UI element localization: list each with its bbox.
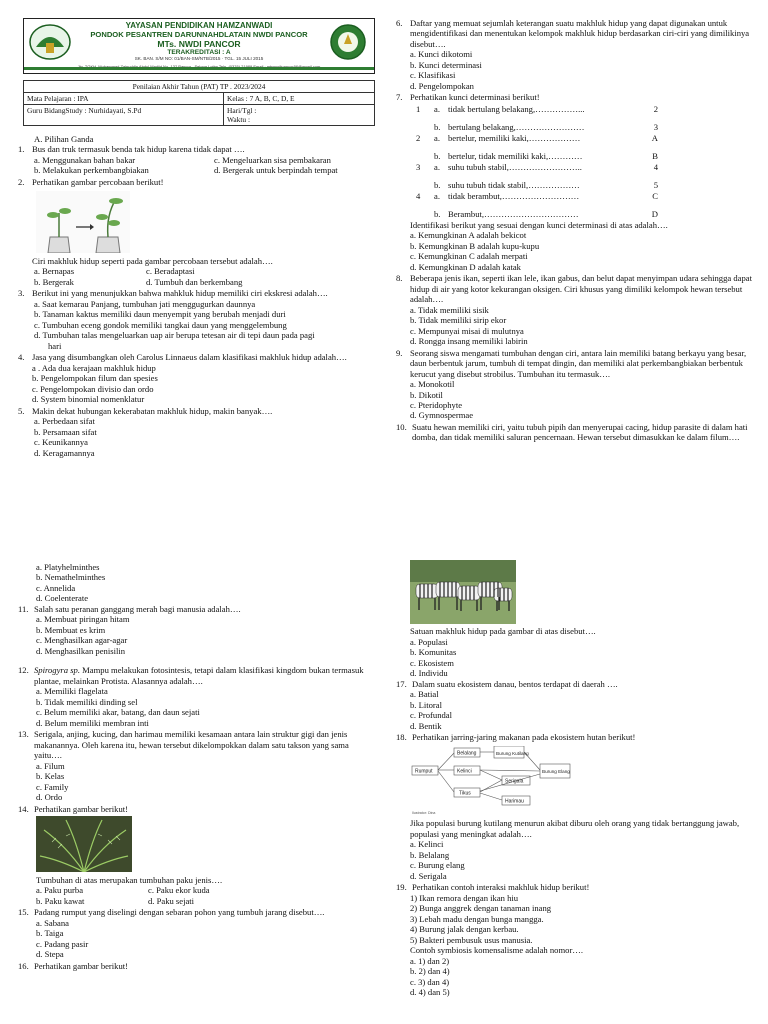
question-caption: Contoh symbiosis komensalisme adalah nomor…. bbox=[410, 945, 584, 956]
option: a. 1) dan 2) bbox=[410, 955, 450, 966]
question-caption: Satuan makhluk hidup pada gambar di atas disebut…. bbox=[410, 626, 596, 637]
interaction-item: 2) Bunga anggrek dengan tanaman inang bbox=[410, 903, 552, 914]
option: c. 3) dan 4) bbox=[410, 976, 450, 987]
question-9: 9. Seorang siswa mengamati tumbuhan dengan ciri, antara lain memiliki batang berkayu yang besar, daun berbentuk jarum, tumbuh di tempat dingin, dan memiliki alat perkembangbiakan berbentuk kerucut yang disebut strobilus. Tumbuhan itu termasuk…. a. Monokotil b. Dikotil c. Pteridophyte d. Gymnospermae bbox=[396, 348, 754, 421]
food-web-diagram bbox=[410, 746, 580, 816]
question-4: 4. Jasa yang disumbangkan oleh Carolus Linnaeus dalam klasifikasi makhluk hidup adalah…. a . Ada dua kerajaan makhluk hidup b. Pengelompokan filum dan spesies c. Pengelompokan divisio dan ordo d. System binomial nomenklatur bbox=[18, 352, 378, 404]
option: b. 2) dan 4) bbox=[410, 966, 450, 977]
day-date-label: Hari/Tgl : bbox=[227, 106, 257, 116]
question-5: 5. Makin dekat hubungan kekerabatan makhluk hidup, makin banyak…. a. Perbedaan sifat b. Persamaan sifat c. Keunikannya d. Keragamannya bbox=[18, 406, 378, 458]
interaction-item: 4) Burung jalak dengan kerbau. bbox=[410, 924, 519, 935]
q10-option: a. Platyhelminthes bbox=[36, 562, 100, 572]
option: b. Dikotil bbox=[410, 389, 443, 400]
option: a. Membuat piringan hitam bbox=[36, 614, 130, 625]
web-label-harimau: Harimau bbox=[505, 798, 524, 805]
web-label-serigala: Serigala bbox=[505, 778, 524, 785]
option: c. Klasifikasi bbox=[410, 70, 456, 81]
question-10: 10. Suatu hewan memiliki ciri, yaitu tubuh pipih dan menyerupai cacing, hidup parasite di dalam hati domba, dan tidak memiliki saluran pencernaan. Hewan tersebut dimasukkan ke dalam filum…. bbox=[396, 421, 748, 443]
q16-option: d. Individu bbox=[410, 668, 448, 679]
option: c. Burung elang bbox=[410, 860, 465, 871]
exam-title: Penilaian Akhir Tahun (PAT) TP . 2023/2024 bbox=[24, 81, 375, 93]
web-label-tikus: Tikus bbox=[459, 790, 471, 797]
key-row: 4 a. tidak berambut,……………………… C bbox=[416, 190, 658, 201]
option: a. Kelinci bbox=[410, 839, 444, 850]
option: a. Memiliki flagelata bbox=[36, 686, 108, 697]
question-13: 13. Serigala, anjing, kucing, dan harimau memiliki kesamaan antara lain struktur gigi dan jenis makanannya. Oleh karena itu, hewan tersebut dikelompokkan dalam satu takson yang sama yaitu…. a. Filum b. Kelas c. Family d. Ordo bbox=[18, 729, 378, 802]
q10-option: b. Nemathelminthes bbox=[36, 572, 106, 583]
option: b. Pengelompokan filum dan spesies bbox=[32, 373, 158, 384]
question-caption: Tumbuhan di atas merupakan tumbuhan paku jenis…. bbox=[36, 874, 223, 885]
left-column-top bbox=[18, 134, 378, 459]
option: b. Kelas bbox=[36, 771, 65, 782]
option: c. Mengeluarkan sisa pembakaran bbox=[214, 154, 331, 165]
day-time-cell bbox=[224, 105, 375, 126]
question-19: 19. Perhatikan contoh interaksi makhluk hidup berikut! 1) Ikan remora dengan ikan hiu 2) Bunga anggrek dengan tanaman inang 3) Lebah madu dengan bunga mangga. 4) Burung jalak dengan kerbau. 5) Bakteri pembusuk usus manusia. Contoh symbiosis komensalisme adalah nomor…. a. 1) dan 2) b. 2) dan 4) c. 3) dan 4) d. 4) dan 5) bbox=[396, 882, 754, 997]
question-8: 8. Beberapa jenis ikan, seperti ikan lele, ikan gabus, dan belut dapat menyimpan udara sehingga dapat hidup di air yang kotor kekurangan oksigen. Ciri khusus yang dimiliki kelompok hewan tersebut adalah…. a. Tidak memiliki sisik b. Tidak memiliki sirip ekor c. Mempunyai misai di mulutnya d. Rongga insang memiliki labirin bbox=[396, 273, 754, 346]
question-16: 16. Perhatikan gambar berikut! bbox=[18, 960, 129, 971]
option: d. Tumbuhan talas mengeluarkan uap air berupa tetesan air di tepi daun pada pagi bbox=[34, 330, 315, 341]
key-row: b. Berambut,…………………………… D bbox=[434, 209, 658, 220]
option: c. Padang pasir bbox=[36, 938, 89, 949]
option: a. Perbedaan sifat bbox=[34, 416, 95, 427]
question-2: 2. Perhatikan gambar percobaan berikut! Ciri makhluk hidup seperti pada gambar percobaan tersebut adalah…. a. Bernapas c. Beradaptasi b. Bergerak d. Tumbuh dan berkembang bbox=[18, 177, 378, 287]
header-line2: PONDOK PESANTREN DARUNNAHDLATAIN NWDI PANCOR bbox=[90, 30, 308, 39]
option: a. Kunci dikotomi bbox=[410, 49, 473, 60]
option: c. Pengelompokan divisio dan ordo bbox=[32, 383, 154, 394]
web-credit: Ilustrator: Dina bbox=[412, 810, 436, 815]
option: b. Tanaman kaktus memiliki daun menyempit yang berubah menjadi duri bbox=[34, 309, 286, 320]
option: a. Paku purba bbox=[36, 885, 84, 896]
option: d. Bentik bbox=[410, 720, 442, 731]
option: b. Taiga bbox=[36, 928, 64, 939]
key-row: 1 a. tidak bertulang belakang,……………... 2 bbox=[416, 103, 658, 114]
interaction-item: 3) Lebah madu dengan bunga mangga. bbox=[410, 913, 544, 924]
question-3: 3. Berikut ini yang menunjukkan bahwa mahkluk hidup memiliki ciri ekskresi adalah…. a. Saat kemarau Panjang, tumbuhan jati menggugurkan daunnya b. Tanaman kaktus memiliki daun menyempit yang berubah menjadi duri c. Tumbuhan eceng gondok memiliki tangkai daun yang menggelembung d. Tumbuhan talas mengeluarkan uap air berupa tetesan air di tepi daun pada pagi hari bbox=[18, 288, 378, 351]
option: d. Serigala bbox=[410, 870, 447, 881]
option: b. Persamaan sifat bbox=[34, 426, 97, 437]
question-caption: Identifikasi berikut yang sesuai dengan kunci determinasi di atas adalah…. bbox=[410, 219, 668, 230]
option: b. Kemungkinan B adalah kupu-kupu bbox=[410, 240, 540, 251]
option: b. Bergerak bbox=[34, 276, 74, 287]
right-column-bottom bbox=[396, 560, 754, 999]
question-7: 7. Perhatikan kunci determinasi berikut! 1 a. tidak bertulang belakang,……………... 2 b. bertulang belakang,…………………… 3 2 a. bertelur, memiliki kaki,……………… A b. bertelur, tidak memiliki kaki,………… B 3 a. suhu tubuh stabil,…………………….. 4 b. suhu tubuh tidak stabil,……………… 5 4 a. tidak berambut,……………………… C b. Berambut,…………………………… D Identifikasi berikut yang sesuai dengan kunci determinasi di atas adalah…. a. Kemungkinan A adalah bekicot b. Kemungkinan B adalah kupu-kupu c. Kemungkinan C adalah merpati d. Kemungkinan D adalah katak bbox=[396, 92, 754, 272]
interaction-item: 5) Bakteri pembusuk usus manusia. bbox=[410, 934, 533, 945]
option: a. Batial bbox=[410, 689, 439, 700]
foundation-logo-icon bbox=[28, 23, 72, 61]
option: b. Belalang bbox=[410, 849, 450, 860]
header-line3: MTs. NWDI PANCOR bbox=[157, 39, 241, 49]
q10-option: c. Annelida bbox=[36, 582, 76, 593]
zebra-herd-image bbox=[410, 560, 516, 624]
option: b. Tidak memiliki sirip ekor bbox=[410, 315, 507, 326]
option: a. Kemungkinan A adalah bekicot bbox=[410, 230, 527, 241]
option: d. Belum memiliki membran inti bbox=[36, 717, 149, 728]
question-caption: Jika populasi burung kutilang menurun akibat diburu oleh orang yang tidak bertanggung jawab, populasi yang meningkat adalah…. bbox=[410, 818, 740, 839]
header-divider bbox=[24, 67, 374, 70]
option: d. Keragamannya bbox=[34, 447, 95, 458]
option: b. Membuat es krim bbox=[36, 624, 106, 635]
q10-option: d. Coelenterate bbox=[36, 593, 89, 604]
option: b. Tidak memiliki dinding sel bbox=[36, 696, 138, 707]
question-18: 18. Perhatikan jarring-jaring makanan pada ekosistem hutan berikut! Rumput Belalang Kelinci Tikus Burung Kutilang Burung Elang Serigala Harimau Ilustrator: Dina Jika populasi burung kutilang menurun akibat diburu oleh orang yang tidak bertanggung jawab, populasi yang meningkat adalah…. a. Kelinci b. Belalang c. Burung elang d. Serigala bbox=[396, 732, 754, 881]
subject-label: Mata Pelajaran : IPA bbox=[24, 93, 224, 105]
class-label: Kelas : 7 A, B, C, D, E bbox=[224, 93, 375, 105]
option: c. Mempunyai misai di mulutnya bbox=[410, 325, 524, 336]
option: d. Menghasilkan penisilin bbox=[36, 645, 126, 656]
school-logo-icon bbox=[326, 23, 370, 61]
key-row: b. bertelur, tidak memiliki kaki,………… B bbox=[434, 151, 658, 162]
option: a. Tidak memiliki sisik bbox=[410, 304, 489, 315]
option: c. Menghasilkan agar-agar bbox=[36, 635, 128, 646]
question-caption: Ciri makhluk hidup seperti pada gambar percobaan tersebut adalah…. bbox=[32, 255, 273, 266]
key-row: 3 a. suhu tubuh stabil,…………………….. 4 bbox=[416, 161, 658, 172]
right-column-top bbox=[396, 18, 754, 444]
fern-plant-image bbox=[36, 816, 132, 872]
q16-option: a. Populasi bbox=[410, 636, 448, 647]
option: b. Paku kawat bbox=[36, 895, 85, 906]
option: a. Menggunakan bahan bakar bbox=[34, 154, 136, 165]
section-a-title: A. Pilihan Ganda bbox=[34, 134, 94, 144]
option: b. Melakukan perkembangbiakan bbox=[34, 165, 149, 176]
option: d. Tumbuh dan berkembang bbox=[146, 276, 243, 287]
option: d. Kemungkinan D adalah katak bbox=[410, 261, 521, 272]
option: d. 4) dan 5) bbox=[410, 987, 450, 998]
option: d. Gymnospermae bbox=[410, 410, 474, 421]
option: d. Ordo bbox=[36, 792, 63, 803]
question-15: 15. Padang rumput yang diselingi dengan sebaran pohon yang tumbuh jarang disebut…. a. Sabana b. Taiga c. Padang pasir d. Stepa bbox=[18, 907, 378, 959]
header-line1: YAYASAN PENDIDIKAN HAMZANWADI bbox=[125, 21, 273, 30]
school-letterhead bbox=[23, 18, 375, 74]
option: b. Litoral bbox=[410, 699, 442, 710]
option: d. Rongga insang memiliki labirin bbox=[410, 336, 528, 347]
option: b. Kunci determinasi bbox=[410, 59, 482, 70]
option: c. Profundal bbox=[410, 710, 453, 721]
header-accreditation: SK. BAN. S/M NO: 01/BAN-SM/NTB/2015 · TGL. 15 JULI 2015 bbox=[134, 56, 264, 61]
key-row: b. bertulang belakang,…………………… 3 bbox=[434, 122, 658, 133]
option: d. System binomial nomenklatur bbox=[32, 394, 145, 405]
option: c. Beradaptasi bbox=[146, 266, 195, 277]
option: a. Filum bbox=[36, 760, 65, 771]
teacher-label: Guru BidangStudy : Nurhidayati, S.Pd bbox=[24, 105, 224, 126]
option: d. Paku sejati bbox=[148, 895, 195, 906]
question-6: 6. Daftar yang memuat sejumlah keterangan suatu makhluk hidup yang dapat digunakan untuk mengidentifikasi dan menentukan kelompok makhluk hidup berdasarkan ciri-ciri yang dimilikinya disebut…. a. Kunci dikotomi b. Kunci determinasi c. Klasifikasi d. Pengelompokan bbox=[396, 18, 754, 91]
header-line4: TERAKREDITASI : A bbox=[167, 49, 231, 56]
left-column-bottom bbox=[18, 562, 378, 972]
option: a. Sabana bbox=[36, 917, 69, 928]
question-14: 14. Perhatikan gambar berikut! Tumbuhan di atas merupakan tumbuhan paku jenis…. a. Paku purba c. Paku ekor kuda b. Paku kawat d. Paku sejati bbox=[18, 804, 378, 906]
question-12: 12. Spirogyra sp. Mampu melakukan fotosintesis, tetapi dalam klasifikasi kingdom bukan termasuk plantae, melainkan Protista. Alasannya adalah…. a. Memiliki flagelata b. Tidak memiliki dinding sel c. Belum memiliki akar, batang, dan daun sejati d. Belum memiliki membran inti bbox=[18, 665, 378, 728]
option: c. Belum memiliki akar, batang, dan daun sejati bbox=[36, 707, 200, 718]
determination-key bbox=[396, 104, 754, 220]
option-continued: hari bbox=[48, 340, 62, 351]
web-label-rumput: Rumput bbox=[415, 768, 433, 775]
option: a. Bernapas bbox=[34, 266, 75, 277]
exam-info-table bbox=[23, 80, 375, 126]
key-row: 2 a. bertelur, memiliki kaki,……………… A bbox=[416, 132, 658, 143]
web-label-elang: Burung Elang bbox=[542, 768, 570, 774]
option: a. Monokotil bbox=[410, 379, 455, 390]
option: c. Family bbox=[36, 781, 69, 792]
option: a . Ada dua kerajaan makhluk hidup bbox=[32, 362, 156, 373]
q16-option: c. Ekosistem bbox=[410, 657, 454, 668]
key-row: b. suhu tubuh tidak stabil,……………… 5 bbox=[434, 180, 658, 191]
option: c. Paku ekor kuda bbox=[148, 885, 210, 896]
option: c. Kemungkinan C adalah merpati bbox=[410, 251, 528, 262]
option: d. Stepa bbox=[36, 949, 64, 960]
time-label: Waktu : bbox=[227, 115, 251, 125]
q16-option: b. Komunitas bbox=[410, 647, 457, 658]
interaction-item: 1) Ikan remora dengan ikan hiu bbox=[410, 892, 519, 903]
question-17: 17. Dalam suatu ekosistem danau, bentos terdapat di daerah …. a. Batial b. Litoral c. Profundal d. Bentik bbox=[396, 679, 754, 731]
web-label-belalang: Belalang bbox=[457, 750, 477, 757]
option: a. Saat kemarau Panjang, tumbuhan jati menggugurkan daunnya bbox=[34, 298, 256, 309]
option: d. Bergerak untuk berpindah tempat bbox=[214, 165, 338, 176]
option: c. Tumbuhan eceng gondok memiliki tangkai daun yang menggelembung bbox=[34, 319, 287, 330]
web-label-kelinci: Kelinci bbox=[457, 768, 472, 775]
question-11: 11. Salah satu peranan ganggang merah bagi manusia adalah…. a. Membuat piringan hitam b. Membuat es krim c. Menghasilkan agar-agar d. Menghasilkan penisilin bbox=[18, 604, 378, 656]
plant-growth-experiment-image bbox=[36, 191, 130, 253]
question-1: 1. Bus dan truk termasuk benda tak hidup karena tidak dapat …. a. Menggunakan bahan bakar c. Mengeluarkan sisa pembakaran b. Melakukan perkembangbiakan d. Bergerak untuk berpindah tempat bbox=[18, 144, 378, 175]
option: d. Pengelompokan bbox=[410, 80, 474, 91]
option: c. Keunikannya bbox=[34, 437, 88, 448]
web-label-kutilang: Burung Kutilang bbox=[496, 750, 529, 756]
option: c. Pteridophyte bbox=[410, 399, 463, 410]
